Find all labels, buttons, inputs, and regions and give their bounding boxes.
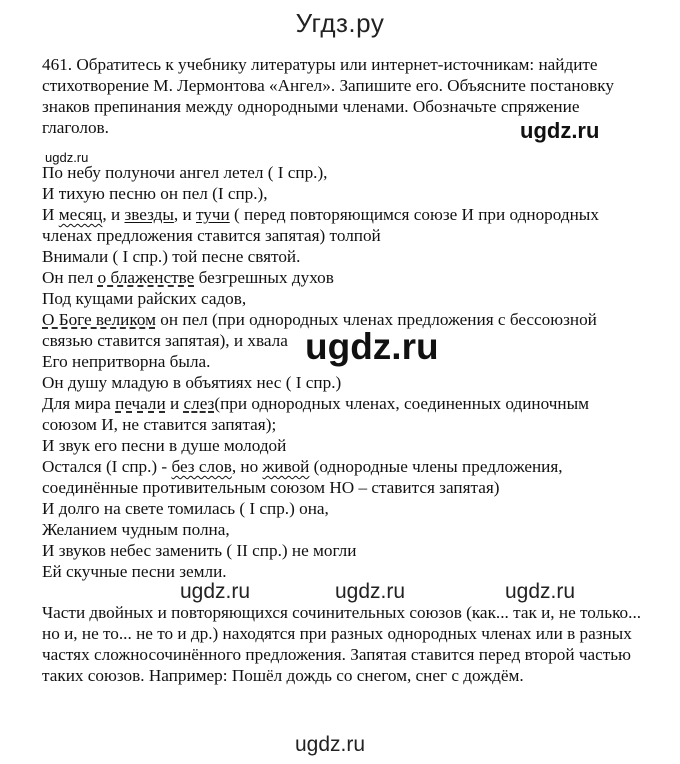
circumstance-bez-slov: без слов <box>171 457 232 476</box>
text-fragment: он пел (при однородных членах предложения с бессоюзной <box>155 310 597 329</box>
text-fragment: Для мира <box>42 394 116 413</box>
object-pechali: печали <box>115 394 166 413</box>
text-fragment: ( перед повторяющимся союзе И при однородных <box>229 205 599 224</box>
subject-mesyats: месяц <box>58 205 103 224</box>
object-o-boge: О Боге великом <box>42 310 156 329</box>
watermark-center: ugdz.ru <box>305 326 439 367</box>
watermark-row-3: ugdz.ru <box>505 580 576 603</box>
poem-line-4: членах предложения ставится запятая) толпой <box>42 226 381 245</box>
poem-line-5: Внимали ( I спр.) той песне святой. <box>42 247 301 266</box>
watermark-row-1: ugdz.ru <box>180 580 251 603</box>
text-fragment: , и <box>102 205 125 224</box>
poem-line-2: И тихую песню он пел (I спр.), <box>42 184 268 203</box>
poem-line-16: соединённые противительным союзом НО – ставится запятая) <box>42 478 500 497</box>
text-fragment: (однородные члены предложения, <box>309 457 563 476</box>
poem-line-1: По небу полуночи ангел летел ( I спр.), <box>42 163 328 182</box>
poem-line-12 <box>42 393 652 414</box>
poem-line-20: Ей скучные песни земли. <box>42 562 227 581</box>
task-text: 461. Обратитесь к учебнику литературы или интернет-источникам: найдите стихотворение М. Лермонтова «Ангел». Запишите его. Объясните постановку знаков препинания между однородными членами. Обозначьте спряжение глаголов. <box>42 55 614 137</box>
text-fragment: И <box>42 205 59 224</box>
poem-line-18: Желанием чудным полна, <box>42 520 230 539</box>
watermark-bottom: ugdz.ru <box>295 733 366 756</box>
text-fragment: , но <box>231 457 263 476</box>
watermark-right: ugdz.ru <box>520 118 600 143</box>
poem-line-9: связью ставится запятая), и хвала <box>42 331 288 350</box>
watermark-small: ugdz.ru <box>45 150 89 165</box>
site-header: Угдз.ру <box>295 8 385 38</box>
subject-zvezdy: звезды <box>124 205 174 224</box>
subject-tuchi: тучи <box>196 205 230 224</box>
circumstance-zhivoy: живой <box>262 457 310 476</box>
poem-line-11: Он душу младую в объятиях нес ( I спр.) <box>42 373 342 392</box>
poem-line-7: Под кущами райских садов, <box>42 289 247 308</box>
text-fragment: и <box>165 394 184 413</box>
poem-line-3 <box>42 204 652 225</box>
poem-line-14: И звук его песни в душе молодой <box>42 436 287 455</box>
poem-line-13: союзом И, не ставится запятая); <box>42 415 277 434</box>
watermark-row-2: ugdz.ru <box>335 580 406 603</box>
poem-line-19: И звуков небес заменить ( II спр.) не могли <box>42 541 357 560</box>
poem-line-6 <box>42 267 652 288</box>
rule-text: Части двойных и повторяющихся сочинительных союзов (как... так и, не только... но и, не то... не то и др.) находятся при разных однородных членах или в разных частях сложносочинённого предложения. Запятая ставится перед второй частью таких союзов. Например: Пошёл дождь со снегом, снег с дождём. <box>42 603 642 685</box>
object-slez: слез <box>183 394 215 413</box>
object-o-blazhenstve: о блаженстве <box>97 268 195 287</box>
text-fragment: безгрешных духов <box>194 268 334 287</box>
text-fragment: Он пел <box>42 268 98 287</box>
text-fragment: , и <box>173 205 196 224</box>
text-fragment: Остался (I спр.) - <box>42 457 172 476</box>
text-fragment: (при однородных членах, соединенных одиночным <box>214 394 590 413</box>
poem-line-10: Его непритворна была. <box>42 352 211 371</box>
poem-line-15 <box>42 456 652 477</box>
poem-line-17: И долго на свете томилась ( I спр.) она, <box>42 499 329 518</box>
